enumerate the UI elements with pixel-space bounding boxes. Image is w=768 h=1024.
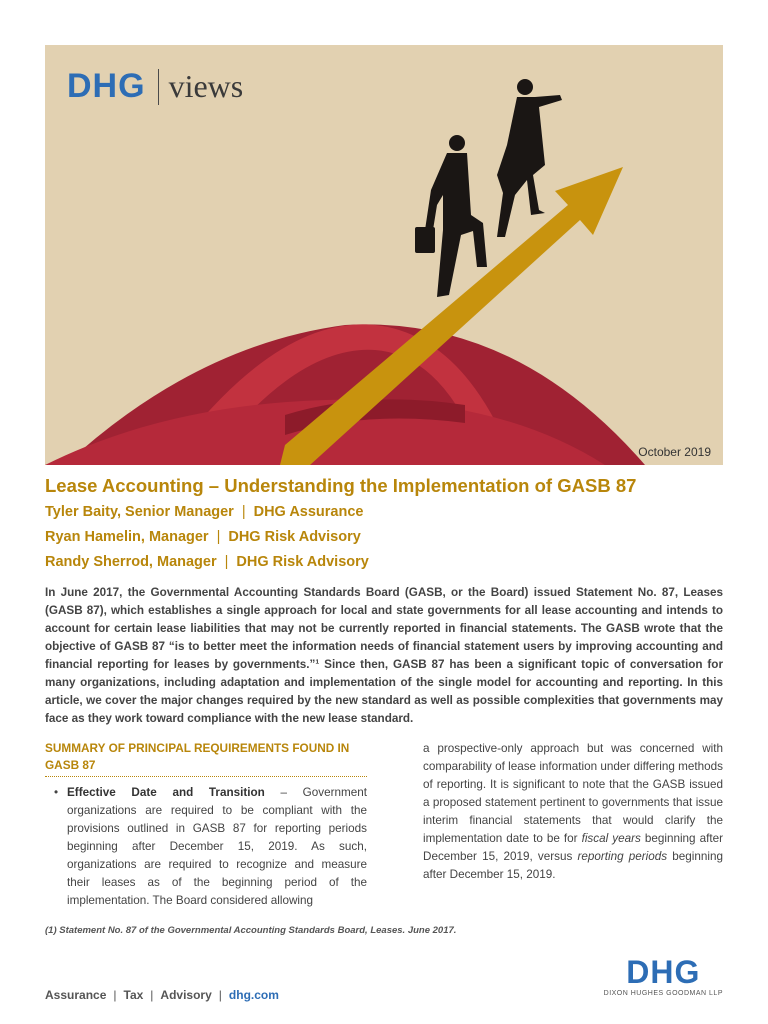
logo-divider [158, 69, 159, 105]
brand-logo-text: DHG [626, 954, 701, 990]
dhg-views-logo [67, 67, 243, 106]
footer-separator: | [150, 988, 154, 1002]
bullet-term: Effective Date and Transition [67, 786, 265, 799]
right-text-1: a prospective-only approach but was concerned with comparability of lease information under differing methods of reporting. It is significant to note that the GASB issued a proposed statement pertinent to governments that issue interim financial statements that would clarify the implementation date to be for [423, 742, 723, 845]
woman-silhouette [497, 79, 562, 237]
author-name: Tyler Baity, Senior Manager [45, 504, 234, 520]
footer-item-tax: Tax [123, 988, 144, 1002]
author-line [45, 529, 361, 545]
author-line [45, 554, 369, 570]
section-heading: SUMMARY OF PRINCIPAL REQUIREMENTS FOUND IN GASB 87 [45, 740, 367, 777]
author-separator: | [216, 529, 221, 545]
brand-subtitle: DIXON HUGHES GOODMAN LLP [603, 990, 723, 997]
footer-separator: | [113, 988, 117, 1002]
bullet-dot: • [54, 786, 59, 799]
bullet-text: – Government organizations are required to be compliant with the provisions outlined in GASB 87 for reporting periods beginning after December 15, 2019. As such, organizations are required to recognize and measure their leases as of the beginning period of the implementation. The Board considered allowing [67, 786, 367, 907]
man-silhouette [415, 135, 487, 297]
author-dept: DHG Risk Advisory [236, 554, 369, 570]
author-line [45, 504, 363, 520]
bullet-item [45, 784, 367, 910]
website-link[interactable]: dhg.com [228, 988, 279, 1002]
logo-dhg: DHG [67, 67, 146, 105]
author-dept: DHG Assurance [253, 504, 364, 520]
hero-illustration [45, 45, 723, 465]
article-title: Lease Accounting – Understanding the Implementation of GASB 87 [45, 475, 637, 496]
right-em-2: reporting periods [577, 850, 668, 863]
hero-image [45, 45, 723, 465]
author-separator: | [241, 504, 246, 520]
right-text-2: beginning after December 15, 2019, versus [423, 832, 723, 863]
footer-nav [45, 988, 279, 1002]
logo-views: views [168, 68, 244, 104]
author-dept: DHG Risk Advisory [228, 529, 361, 545]
left-column [45, 740, 367, 910]
footer-item-advisory: Advisory [160, 988, 212, 1002]
author-name: Ryan Hamelin, Manager [45, 529, 209, 545]
footnote: (1) Statement No. 87 of the Governmental Accounting Standards Board, Leases. June 2017. [45, 925, 457, 936]
right-column-text [423, 740, 723, 884]
author-separator: | [224, 554, 229, 570]
right-text-3: beginning after December 15, 2019. [423, 850, 723, 881]
intro-paragraph: In June 2017, the Governmental Accounting Standards Board (GASB, or the Board) issued Statement No. 87, Leases (GASB 87), which establishes a single approach for local and state governments for all lease accounting and intends to account for certain lease liabilities that may not be currently reported in financial statements. The GASB wrote that the objective of GASB 87 “is to better meet the information needs of financial statement users by improving accounting and financial reporting for leases by governments.”¹ Since then, GASB 87 has been a significant topic of conversation for many organizations, including adaptation and implementation of the single model for accounting and reporting. In this article, we cover the major changes required by the new standard as well as possible complexities that governments may face as they work toward compliance with the new lease standard. [45, 586, 723, 725]
dhg-brand-logo [604, 956, 723, 997]
publication-date: October 2019 [638, 445, 711, 459]
footer-separator: | [218, 988, 222, 1002]
author-name: Randy Sherrod, Manager [45, 554, 217, 570]
right-em-1: fiscal years [581, 832, 641, 845]
footer-item-assurance: Assurance [45, 988, 107, 1002]
